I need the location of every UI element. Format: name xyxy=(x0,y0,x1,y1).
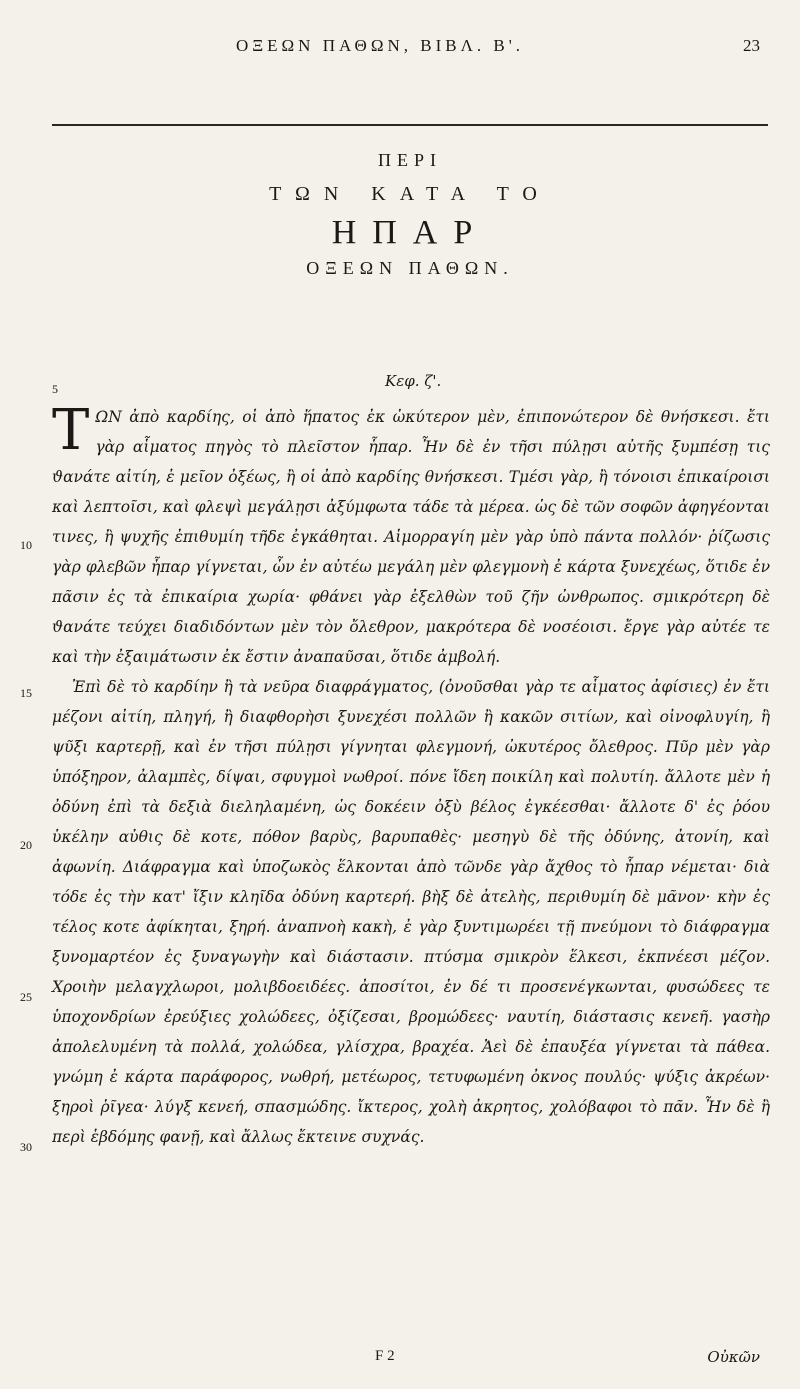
section-title xyxy=(52,150,768,279)
title-line-4: ΟΞΕΩΝ ΠΑΘΩΝ. xyxy=(306,258,514,278)
signature-mark: F 2 xyxy=(375,1348,395,1364)
catchword: Οὐκῶν xyxy=(707,1348,760,1366)
line-number-30: 30 xyxy=(20,1140,32,1154)
header-rule xyxy=(52,124,768,126)
chapter-heading: Κεφ. ζ'. xyxy=(385,372,442,390)
line-number-25: 25 xyxy=(20,990,32,1004)
paragraph-2: Ἐπὶ δὲ τὸ καρδίην ἢ τὰ νεῦρα διαφράγματος, (ὀνοῦσθαι γὰρ τε αἷματος ἀφίσιες) ἐν ἔτι μέζονι αἰτίη, πληγή, ἢ διαφθορὴσι ξυνεχέσι πολλῶν ἢ κακῶν σιτίων, καὶ οἰνοφλυγίη, ἢ ψῦξι καρτερῇ, καὶ ἐν τῆσι πύλῃσι γίγνηται φλεγμονή, ὠκυτέρος ὄλεθρος. Πῦρ μὲν γὰρ ὑπόξηρον, ἀλαμπὲς, δίψαι, σφυγμοὶ νωθροί. πόνε ἴδεη ποικίλη καὶ πολυτίη. ἄλλοτε μὲν ἡ ὀδύνη ἐπὶ τὰ δεξιὰ διεληλαμένη, ὡς δοκέειν ὀξὺ βέλος ἐγκέεσθαι· ἄλλοτε δ' ἐς ῥόου ὑκέλην αὐθις δὲ κοτε, πόθον βαρὺς, βαρυπαθὲς· μεσηγὺ δὲ τῆς ὀδύνης, ἀτονίη, καὶ ἀφωνίη. Διάφραγμα καὶ ὑποζωκὸς ἕλκονται ἀπὸ τῶνδε γὰρ ἄχθος τὸ ἧπαρ νέμεται· διὰ τόδε ἐς τὴν κατ' ἴξιν κληῖδα ὀδύνη καρτερή. βὴξ δὲ ἀτελὴς, περιθυμίη δὲ μᾶνον· κὴν ἐς τέλος κοτε ἀφίκηται, ξηρή. ἀναπνοὴ κακὴ, ἐ γὰρ ξυντιμωρέει τῇ πνεύμονι τὸ διάφραγμα ξυνομαρτέον ἐς ξυναγωγὴν καὶ διάστασιν. πτύσμα σμικρὸν ἕλκεσι, ἐκπνέεσι μέζον. Χροιὴν μελαγχλωροι, μολιβδοειδέες. ἀποσίτοι, ἐν δέ τι προσενέγκωνται, φυσώδεες τε ὑποχονδρίων ἐρεύξιες χολώδεες, ὀξίζεσαι, βρομώδεες· ναυτίη, διάστασις κενεῆ. γασὴρ ἀπολελυμένη τὰ πολλά, χολώδεα, γλίσχρα, βραχέα. Ἀεὶ δὲ ἐπαυξέα γίγνεται τὰ πάθεα. γνώμη ἐ κάρτα παράφορος, νωθρή, μετέωρος, τετυφωμένη ὀκνος πουλύς· ψύξις ἀκρέων· ξηροὶ ῥῖγεα· λύγξ κενεή, σπασμώδης. ἴκτερος, χολὴ ἀκρητος, χολόβαφοι τὸ πᾶν. Ἦν δὲ ἢ περὶ ἑβδόμης φανῇ, καὶ ἄλλως ἔκτεινε συχνάς. xyxy=(52,678,770,1146)
title-line-3: ΗΠΑΡ xyxy=(331,214,489,251)
line-number-10: 10 xyxy=(20,538,32,552)
line-number-5: 5 xyxy=(52,382,58,396)
line-number-15: 15 xyxy=(20,686,32,700)
paragraph-1-text: ΩΝ ἀπὸ καρδίης, οἱ ἀπὸ ἥπατος ἐκ ὠκύτερον μὲν, ἐπιπονώτερον δὲ θνήσκεσι. ἔτι γὰρ αἷματος πηγὸς τὸ πλεῖστον ἧπαρ. Ἦν δὲ ἐν τῆσι πύλῃσι αὐτῆς ξυμπέσῃ τις ϑανάτε αἰτίη, ἐ μεῖον ὀξέως, ἢ οἱ ἀπὸ καρδίης θνήσκεσι. Τμέσι γὰρ, ἢ τόνοισι ἐπικαίροισι καὶ λεπτοῖσι, καὶ φλεψὶ μεγάλῃσι ἀξύμφωτα τάδε τὰ μέρεα. ὡς δὲ τῶν σοφῶν ἀφηγέονται τινες, ἢ ψυχῆς ἐπιθυμίη τῆδε ἐγκάθηται. Αἱμορραγίη μὲν γὰρ ὑπὸ πάντα πολλόν· ῥίζωσις γὰρ φλεβῶν ἧπαρ γίγνεται, ὧν ἐν αὐτέω μεγάλη μὲν φλεγμονὴ ἐ κάρτα ξυνεχέως, ὅτιδε ἐν πᾶσιν ἐς τὰ ἐπικαίρια χωρία· φθάνει γὰρ ἐξελθὼν τοῦ ζῆν ὠνθρωπος. σμικρότερη δὲ ϑανάτε τεύχει διαδιδόντων μὲν τὸν ὄλεθρον, μακρότερα δὲ νοσέοισι. ἔργε γὰρ αὐτέε τε καὶ τὴν ἐξαιμάτωσιν ἐκ ἔστιν ἀναπαῦσαι, ὅτιδε ἀμβολή. xyxy=(52,408,770,666)
title-line-1: ΠΕΡΙ xyxy=(378,150,442,170)
line-number-20: 20 xyxy=(20,838,32,852)
body-text xyxy=(52,398,770,1152)
running-head: ΟΞΕΩΝ ΠΑΘΩΝ, ΒΙΒΛ. Β'. xyxy=(235,36,525,55)
paragraph-1 xyxy=(52,398,770,672)
page-number: 23 xyxy=(743,36,760,55)
drop-capital: Τ xyxy=(52,398,90,463)
title-line-2: ΤΩΝ ΚΑΤΑ ΤΟ xyxy=(269,183,551,205)
